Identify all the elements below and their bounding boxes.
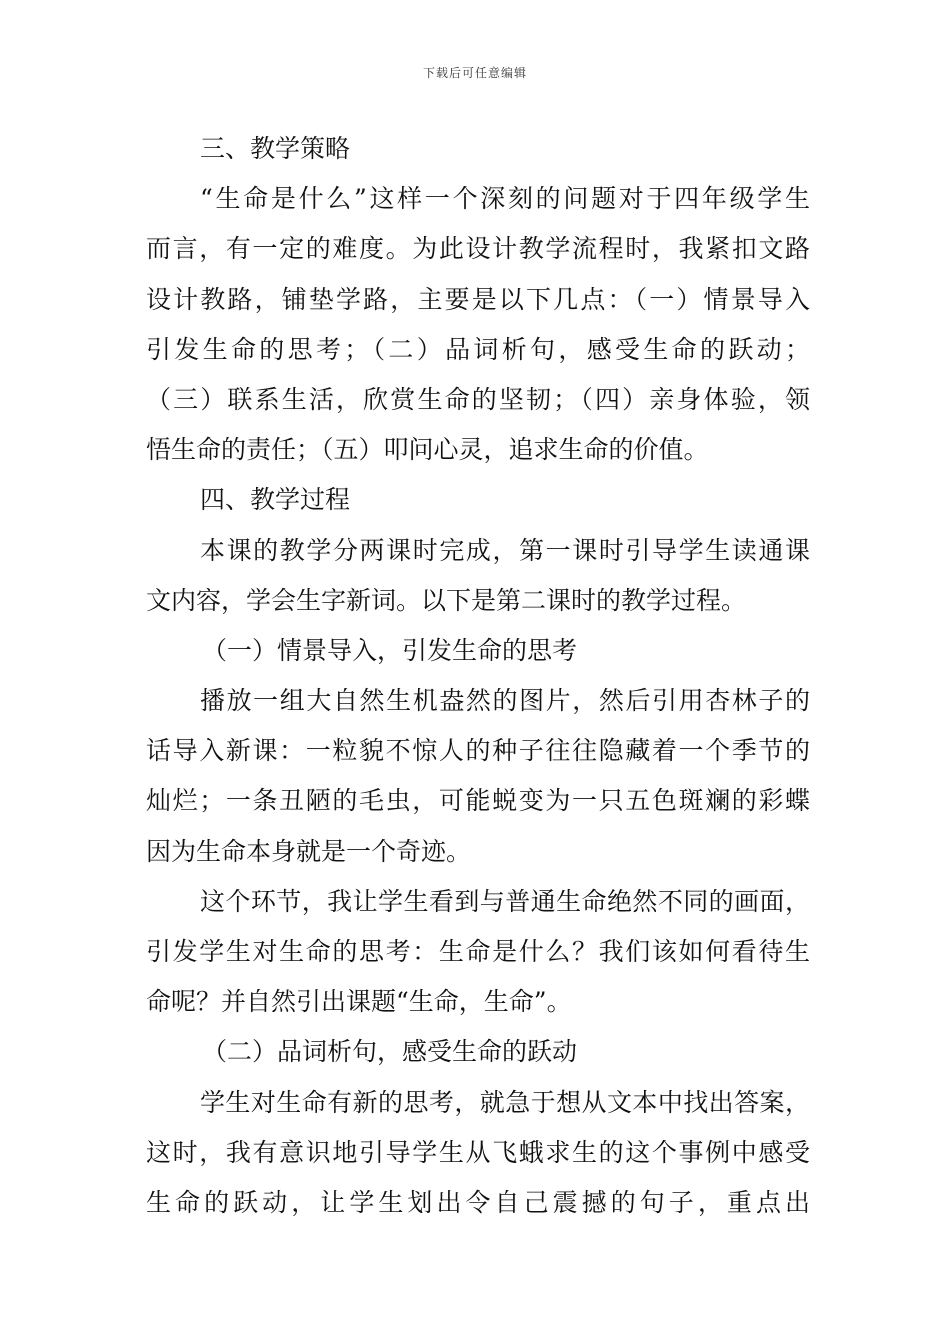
paragraph-line: 话导入新课：一粒貌不惊人的种子往往隐藏着一个季节的 — [146, 736, 810, 766]
paragraph-line: 引发学生对生命的思考：生命是什么？我们该如何看待生 — [146, 937, 810, 966]
paragraph-line: “生命是什么”这样一个深刻的问题对于四年级学生 — [200, 184, 810, 214]
section-heading-strategy: 三、教学策略 — [200, 134, 351, 163]
paragraph-line: 这个环节，我让学生看到与普通生命绝然不同的画面， — [200, 886, 810, 916]
paragraph-line: 这时，我有意识地引导学生从飞蛾求生的这个事例中感受 — [146, 1137, 810, 1167]
document-body — [146, 124, 810, 1228]
paragraph-line: 生命的跃动，让学生划出令自己震撼的句子，重点出 — [146, 1187, 810, 1217]
paragraph-line: 设计教路，铺垫学路，主要是以下几点：（一）情景导入 — [146, 284, 810, 314]
paragraph-line: 而言，有一定的难度。为此设计教学流程时，我紧扣文路 — [146, 234, 810, 264]
paragraph-line: 悟生命的责任；（五）叩问心灵，追求生命的价值。 — [146, 435, 709, 465]
paragraph-line: （三）联系生活，欣赏生命的坚韧；（四）亲身体验，领 — [146, 384, 810, 414]
paragraph-line: 文内容，学会生字新词。以下是第二课时的教学过程。 — [146, 585, 747, 615]
paragraph-line: 学生对生命有新的思考，就急于想从文本中找出答案， — [200, 1087, 810, 1117]
paragraph-line: 因为生命本身就是一个奇迹。 — [146, 836, 472, 866]
paragraph-line: 播放一组大自然生机盎然的图片，然后引用杏林子的 — [200, 686, 810, 716]
paragraph-line: 本课的教学分两课时完成，第一课时引导学生读通课 — [200, 535, 810, 565]
section-heading-process: 四、教学过程 — [200, 485, 351, 515]
subsection-heading-2: （二）品词析句，感受生命的跃动 — [202, 1037, 578, 1067]
subsection-heading-1: （一）情景导入，引发生命的思考 — [202, 635, 578, 665]
paragraph-line: 引发生命的思考；（二）品词析句，感受生命的跃动； — [146, 334, 810, 364]
paragraph-line: 灿烂；一条丑陋的毛虫，可能蜕变为一只五色斑斓的彩蝶 — [146, 786, 810, 816]
header-note: 下载后可任意编辑 — [422, 66, 527, 80]
paragraph-line: 命呢？并自然引出课题“生命，生命”。 — [146, 987, 572, 1017]
